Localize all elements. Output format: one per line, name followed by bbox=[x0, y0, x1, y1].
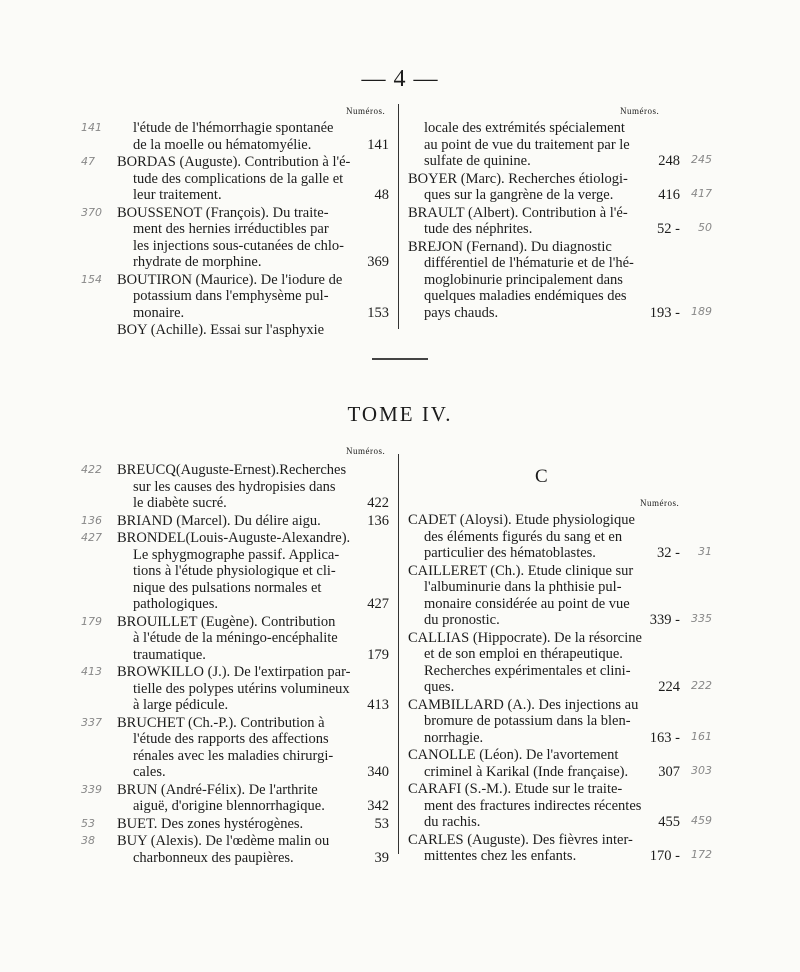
entry-text-line: norrhagie. bbox=[424, 729, 484, 746]
handwritten-margin-note: 47 bbox=[81, 155, 95, 168]
handwritten-number: 222 bbox=[691, 679, 712, 692]
entry-text-line: BOUTIRON (Maurice). De l'iodure de bbox=[117, 271, 343, 288]
entry-number: 427 bbox=[367, 596, 389, 612]
numeros-header-left: Numéros. bbox=[346, 106, 386, 116]
top-left-column bbox=[81, 120, 389, 340]
entry-text-line: l'étude de l'hémorrhagie spontanée bbox=[133, 120, 334, 136]
handwritten-number: 50 bbox=[698, 221, 712, 234]
entry-text-line: criminel à Karikal (Inde française). bbox=[424, 763, 629, 780]
entry-number: 53 bbox=[374, 815, 389, 832]
entry-text-line: du pronostic. bbox=[424, 612, 500, 628]
entry-text-line: nique des pulsations normales et bbox=[133, 579, 322, 596]
entry-text-line: CARLES (Auguste). Des fièvres inter- bbox=[408, 831, 633, 848]
entry-text-line: de la moelle ou hématomyélie. bbox=[133, 136, 312, 153]
handwritten-number: 335 bbox=[691, 612, 712, 625]
entry-number: 141 bbox=[367, 136, 389, 153]
entry-text-line: et de son emploi en thérapeutique. bbox=[424, 646, 623, 662]
entry-text-line: BRAULT (Albert). Contribution à l'é- bbox=[408, 204, 628, 221]
entry-text-line: tions à l'étude physiologique et cli- bbox=[133, 563, 336, 579]
index-entry bbox=[408, 238, 712, 322]
index-entry bbox=[408, 831, 712, 865]
entry-text-line: BUET. Des zones hystérogènes. bbox=[117, 815, 304, 832]
index-entry bbox=[117, 322, 389, 339]
entry-text-line: rénales avec les maladies chirurgi- bbox=[133, 747, 334, 764]
column-divider-top bbox=[398, 104, 399, 329]
handwritten-margin-note: 141 bbox=[81, 121, 102, 134]
index-entry bbox=[408, 170, 712, 204]
entry-text-line: Recherches expérimentales et clini- bbox=[424, 662, 631, 679]
tome-title: TOME IV. bbox=[347, 402, 453, 426]
index-entry bbox=[81, 120, 389, 153]
entry-text-line: le diabète sucré. bbox=[133, 495, 227, 511]
entry-text-line: à large pédicule. bbox=[133, 697, 229, 713]
index-entry bbox=[81, 714, 389, 781]
entry-text-line: CARAFI (S.-M.). Etude sur le traite- bbox=[408, 781, 623, 797]
index-entry bbox=[81, 462, 389, 512]
handwritten-number: 161 bbox=[691, 729, 712, 743]
entry-text-line: CANOLLE (Léon). De l'avortement bbox=[408, 747, 619, 763]
entry-text-line: aiguë, d'origine blennorrhagique. bbox=[133, 798, 325, 814]
entry-text-line: pays chauds. bbox=[424, 304, 499, 321]
entry-text-line: BOY (Achille). Essai sur l'asphyxie bbox=[117, 322, 325, 338]
entry-number: 307 bbox=[658, 763, 680, 780]
entry-text-line: BOUSSENOT (François). Du traite- bbox=[117, 204, 329, 221]
entry-number: 48 bbox=[374, 187, 389, 203]
entry-text-line: différentiel de l'hématurie et de l'hé- bbox=[424, 255, 634, 271]
entry-text-line: CADET (Aloysi). Etude physiologique bbox=[408, 512, 635, 528]
entry-text-line: mittentes chez les enfants. bbox=[424, 848, 577, 864]
handwritten-margin-note: 136 bbox=[81, 513, 102, 527]
index-entry bbox=[81, 815, 389, 833]
entry-number: 422 bbox=[367, 495, 389, 511]
index-entry bbox=[81, 613, 389, 664]
entry-text-line: bromure de potassium dans la blen- bbox=[424, 713, 631, 729]
handwritten-margin-note: 339 bbox=[81, 782, 102, 796]
entry-text-line: BROWKILLO (J.). De l'extirpation par- bbox=[117, 664, 351, 680]
entry-text-line: au point de vue du traitement par le bbox=[424, 136, 630, 153]
entry-text-line: CAILLERET (Ch.). Etude clinique sur bbox=[408, 562, 634, 579]
entry-text-line: ment des hernies irréductibles par bbox=[133, 221, 329, 237]
entry-text-line: monaire. bbox=[133, 304, 185, 321]
handwritten-margin-note: 53 bbox=[81, 816, 95, 830]
entry-text-line: moglobinurie principalement dans bbox=[424, 271, 623, 288]
numeros-header-bottom-left: Numéros. bbox=[346, 446, 386, 456]
entry-text-line: tielle des polypes utérins volumineux bbox=[133, 680, 350, 697]
entry-text-line: à l'étude de la méningo-encéphalite bbox=[133, 630, 338, 646]
entry-text-line: l'albuminurie dans la phthisie pul- bbox=[424, 579, 622, 595]
entry-text-line: locale des extrémités spécialement bbox=[424, 120, 625, 136]
index-entry bbox=[81, 530, 389, 613]
entry-text-line: leur traitement. bbox=[133, 187, 222, 203]
entry-text-line: Le sphygmographe passif. Applica- bbox=[133, 546, 340, 563]
entry-text-line: BRONDEL(Louis-Auguste-Alexandre). bbox=[117, 530, 351, 546]
handwritten-number: 189 bbox=[691, 304, 712, 318]
numeros-header-bottom-right: Numéros. bbox=[640, 498, 680, 508]
entry-text-line: ques sur la gangrène de la verge. bbox=[424, 187, 614, 203]
entry-text-line: sur les causes des hydropisies dans bbox=[133, 478, 336, 495]
entry-text-line: BOYER (Marc). Recherches étiologi- bbox=[408, 170, 628, 187]
column-divider-bottom bbox=[398, 454, 399, 854]
handwritten-number: 31 bbox=[698, 545, 712, 558]
entry-text-line: BRUCHET (Ch.-P.). Contribution à bbox=[117, 714, 325, 731]
index-entry bbox=[408, 512, 712, 562]
page-number: — 4 — bbox=[361, 66, 439, 92]
entry-text-line: charbonneux des paupières. bbox=[133, 849, 294, 866]
handwritten-number: 459 bbox=[691, 814, 712, 827]
entry-text-line: potassium dans l'emphysème pul- bbox=[133, 288, 329, 304]
handwritten-margin-note: 422 bbox=[81, 463, 102, 476]
entry-text-line: rhydrate de morphine. bbox=[133, 254, 262, 270]
entry-number: 32 - bbox=[657, 545, 680, 561]
index-entry bbox=[81, 271, 389, 322]
entry-number: 413 bbox=[367, 697, 389, 713]
index-entry bbox=[81, 781, 389, 815]
section-separator bbox=[372, 358, 428, 360]
index-entry bbox=[81, 664, 389, 714]
handwritten-margin-note: 38 bbox=[81, 834, 95, 847]
entry-number: 39 bbox=[374, 849, 389, 866]
index-entry bbox=[81, 512, 389, 530]
index-entry bbox=[408, 204, 712, 238]
handwritten-margin-note: 337 bbox=[81, 715, 102, 729]
entry-text-line: les injections sous-cutanées de chlo- bbox=[133, 237, 344, 254]
entry-text-line: des éléments figurés du sang et en bbox=[424, 528, 623, 545]
entry-text-line: ques. bbox=[424, 679, 455, 695]
handwritten-margin-note: 154 bbox=[81, 272, 102, 286]
entry-number: 339 - bbox=[649, 612, 680, 628]
entry-text-line: BORDAS (Auguste). Contribution à l'é- bbox=[117, 154, 351, 170]
entry-number: 416 bbox=[658, 187, 680, 203]
handwritten-margin-note: 179 bbox=[81, 614, 102, 628]
entry-text-line: tude des néphrites. bbox=[424, 221, 533, 237]
entry-text-line: particulier des hématoblastes. bbox=[424, 545, 596, 561]
handwritten-number: 417 bbox=[691, 187, 712, 200]
entry-text-line: traumatique. bbox=[133, 646, 206, 663]
entry-text-line: CAMBILLARD (A.). Des injections au bbox=[408, 696, 639, 713]
handwritten-margin-note: 413 bbox=[81, 665, 102, 678]
entry-number: 153 bbox=[367, 304, 389, 321]
handwritten-number: 245 bbox=[691, 153, 712, 166]
index-entry bbox=[81, 204, 389, 271]
numeros-header-right: Numéros. bbox=[620, 106, 660, 116]
entry-number: 193 - bbox=[649, 304, 680, 321]
index-entry bbox=[408, 781, 712, 831]
entry-number: 179 bbox=[367, 646, 389, 663]
entry-number: 342 bbox=[367, 798, 389, 814]
index-entry bbox=[408, 629, 712, 696]
entry-text-line: cales. bbox=[133, 764, 166, 780]
entry-text-line: sulfate de quinine. bbox=[424, 153, 531, 169]
entry-text-line: pathologiques. bbox=[133, 596, 218, 612]
entry-number: 136 bbox=[367, 512, 389, 529]
handwritten-number: 303 bbox=[691, 763, 712, 777]
entry-text-line: du rachis. bbox=[424, 814, 481, 830]
entry-text-line: l'étude des rapports des affections bbox=[133, 731, 329, 747]
section-letter: C bbox=[535, 466, 548, 487]
entry-text-line: BREUCQ(Auguste-Ernest).Recherches bbox=[117, 462, 347, 478]
handwritten-number: 172 bbox=[691, 848, 712, 861]
index-entry bbox=[81, 833, 389, 866]
handwritten-margin-note: 370 bbox=[81, 205, 102, 219]
bottom-right-column bbox=[408, 512, 712, 866]
index-entry bbox=[408, 747, 712, 780]
top-right-column bbox=[408, 120, 712, 322]
entry-number: 163 - bbox=[649, 729, 680, 746]
entry-text-line: ment des fractures indirectes récentes bbox=[424, 797, 642, 814]
entry-text-line: BROUILLET (Eugène). Contribution bbox=[117, 613, 336, 630]
index-entry bbox=[81, 154, 389, 204]
entry-text-line: BUY (Alexis). De l'œdème malin ou bbox=[117, 833, 330, 849]
entry-text-line: BRIAND (Marcel). Du délire aigu. bbox=[117, 512, 321, 529]
entry-text-line: BREJON (Fernand). Du diagnostic bbox=[408, 238, 612, 255]
index-entry bbox=[408, 696, 712, 747]
index-entry bbox=[408, 562, 712, 629]
handwritten-margin-note: 427 bbox=[81, 531, 102, 544]
bottom-left-column bbox=[81, 462, 389, 867]
entry-number: 340 bbox=[367, 764, 389, 780]
entry-text-line: BRUN (André-Félix). De l'arthrite bbox=[117, 781, 318, 798]
entry-text-line: tude des complications de la galle et bbox=[133, 170, 344, 187]
entry-text-line: monaire considérée au point de vue bbox=[424, 595, 630, 612]
entry-number: 248 bbox=[658, 153, 680, 169]
entry-number: 52 - bbox=[657, 221, 680, 237]
entry-number: 369 bbox=[367, 254, 389, 270]
entry-text-line: quelques maladies endémiques des bbox=[424, 288, 627, 304]
entry-number: 224 bbox=[658, 679, 680, 695]
entry-text-line: CALLIAS (Hippocrate). De la résorcine bbox=[408, 629, 642, 646]
index-entry bbox=[408, 120, 712, 170]
entry-number: 455 bbox=[658, 814, 680, 830]
entry-number: 170 - bbox=[649, 848, 680, 864]
